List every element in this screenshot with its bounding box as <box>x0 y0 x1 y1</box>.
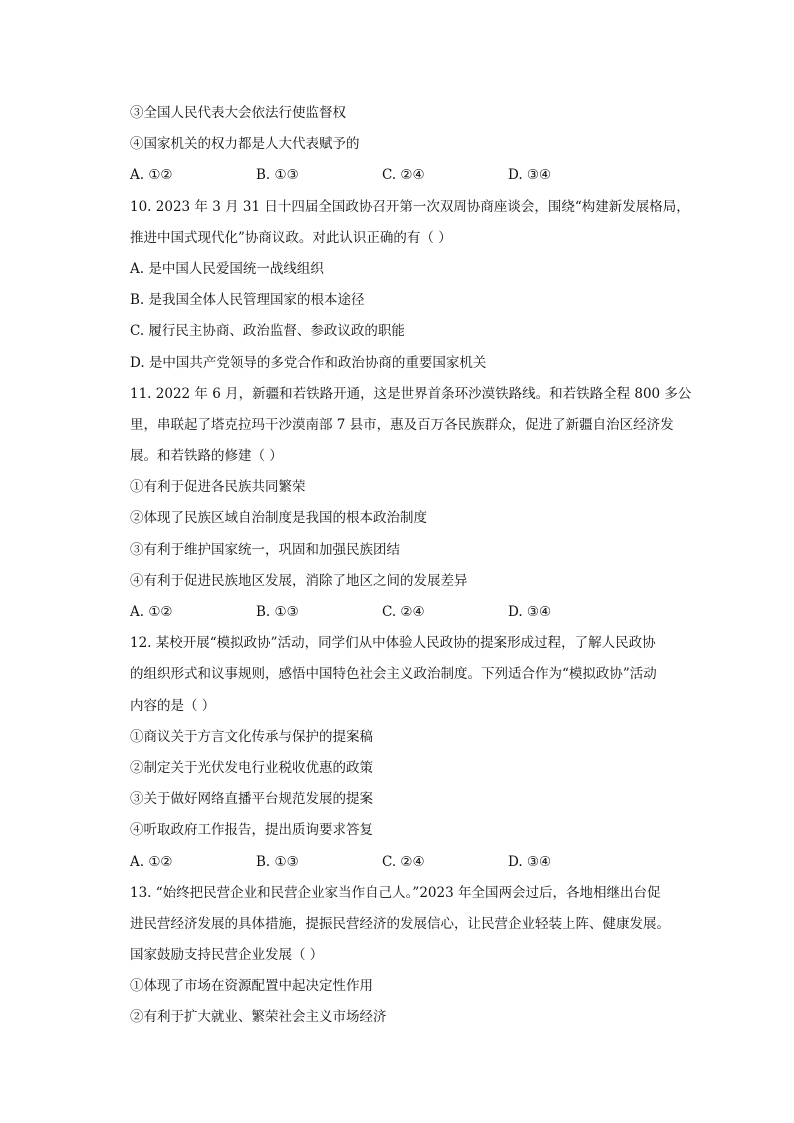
q9-item-4: ④国家机关的权力都是人大代表赋予的 <box>130 136 360 153</box>
q9-item-3: ③全国人民代表大会依法行使监督权 <box>130 105 346 121</box>
q9-option-d: D. ③④ <box>508 167 552 184</box>
q10-choice-a: A. 是中国人民爱国统一战线组织 <box>130 260 324 277</box>
q12-stem-line-1: 12. 某校开展“模拟政协”活动，同学们从中体验人民政协的提案形成过程，了解人民政协 <box>130 635 656 652</box>
q9-option-b: B. ①③ <box>256 167 299 184</box>
q12-stem-line-2: 的组织形式和议事规则，感悟中国特色社会主义政治制度。下列适合作为“模拟政协”活动 <box>130 666 657 683</box>
q12-option-b: B. ①③ <box>256 853 299 870</box>
q9-option-a: A. ①② <box>130 167 173 184</box>
q12-option-d: D. ③④ <box>508 853 552 870</box>
q11-option-b: B. ①③ <box>256 604 299 620</box>
q12-item-3: ③关于做好网络直播平台规范发展的提案 <box>130 791 373 808</box>
q12-options <box>130 850 700 881</box>
q11-item-3: ③有利于维护国家统一，巩固和加强民族团结 <box>130 541 400 558</box>
q11-item-2: ②体现了民族区域自治制度是我国的根本政治制度 <box>130 510 427 527</box>
page-content <box>130 101 700 1037</box>
q11-stem-line-3: 展。和若铁路的修建（ ） <box>130 448 283 465</box>
q13-stem-line-2: 进民营经济发展的具体措施，提振民营经济的发展信心，让民营企业轻装上阵、健康发展。 <box>130 915 670 932</box>
q11-options <box>130 600 700 631</box>
q10-stem-line-1: 10. 2023 年 3 月 31 日十四届全国政协召开第一次双周协商座谈会，围绕“构建新发展格局， <box>130 198 690 215</box>
q13-item-2: ②有利于扩大就业、繁荣社会主义市场经济 <box>130 1009 387 1026</box>
q9-options <box>130 163 700 194</box>
q9-option-c: C. ②④ <box>382 167 425 184</box>
q12-item-2: ②制定关于光伏发电行业税收优惠的政策 <box>130 759 373 776</box>
q10-choice-d: D. 是中国共产党领导的多党合作和政治协商的重要国家机关 <box>130 354 487 371</box>
q10-choice-b: B. 是我国全体人民管理国家的根本途径 <box>130 292 365 309</box>
q11-item-1: ①有利于促进各民族共同繁荣 <box>130 479 306 496</box>
q12-item-4: ④听取政府工作报告，提出质询要求答复 <box>130 822 373 839</box>
q11-option-d: D. ③④ <box>508 604 552 620</box>
q10-choice-c: C. 履行民主协商、政治监督、参政议政的职能 <box>130 323 405 340</box>
q12-option-c: C. ②④ <box>382 853 425 870</box>
q11-option-a: A. ①② <box>130 604 173 620</box>
q13-stem-line-1: 13. “始终把民营企业和民营企业家当作自己人。”2023 年全国两会过后，各地相继出台促 <box>130 884 661 901</box>
q11-option-c: C. ②④ <box>382 604 425 620</box>
q13-item-1: ①体现了市场在资源配置中起决定性作用 <box>130 978 373 995</box>
q11-stem-line-2: 里，串联起了塔克拉玛干沙漠南部 7 县市，惠及百万各民族群众，促进了新疆自治区经济发 <box>130 416 674 433</box>
q12-item-1: ①商议关于方言文化传承与保护的提案稿 <box>130 728 373 745</box>
q11-item-4: ④有利于促进民族地区发展，消除了地区之间的发展差异 <box>130 572 468 589</box>
q12-option-a: A. ①② <box>130 853 173 870</box>
q13-stem-line-3: 国家鼓励支持民营企业发展（ ） <box>130 947 324 964</box>
q10-stem-line-2: 推进中国式现代化”协商议政。对此认识正确的有（ ） <box>130 229 452 246</box>
q11-stem-line-1: 11. 2022 年 6 月，新疆和若铁路开通，这是世界首条环沙漠铁路线。和若铁路全程 800 多公 <box>130 385 692 402</box>
q12-stem-line-3: 内容的是（ ） <box>130 697 216 714</box>
